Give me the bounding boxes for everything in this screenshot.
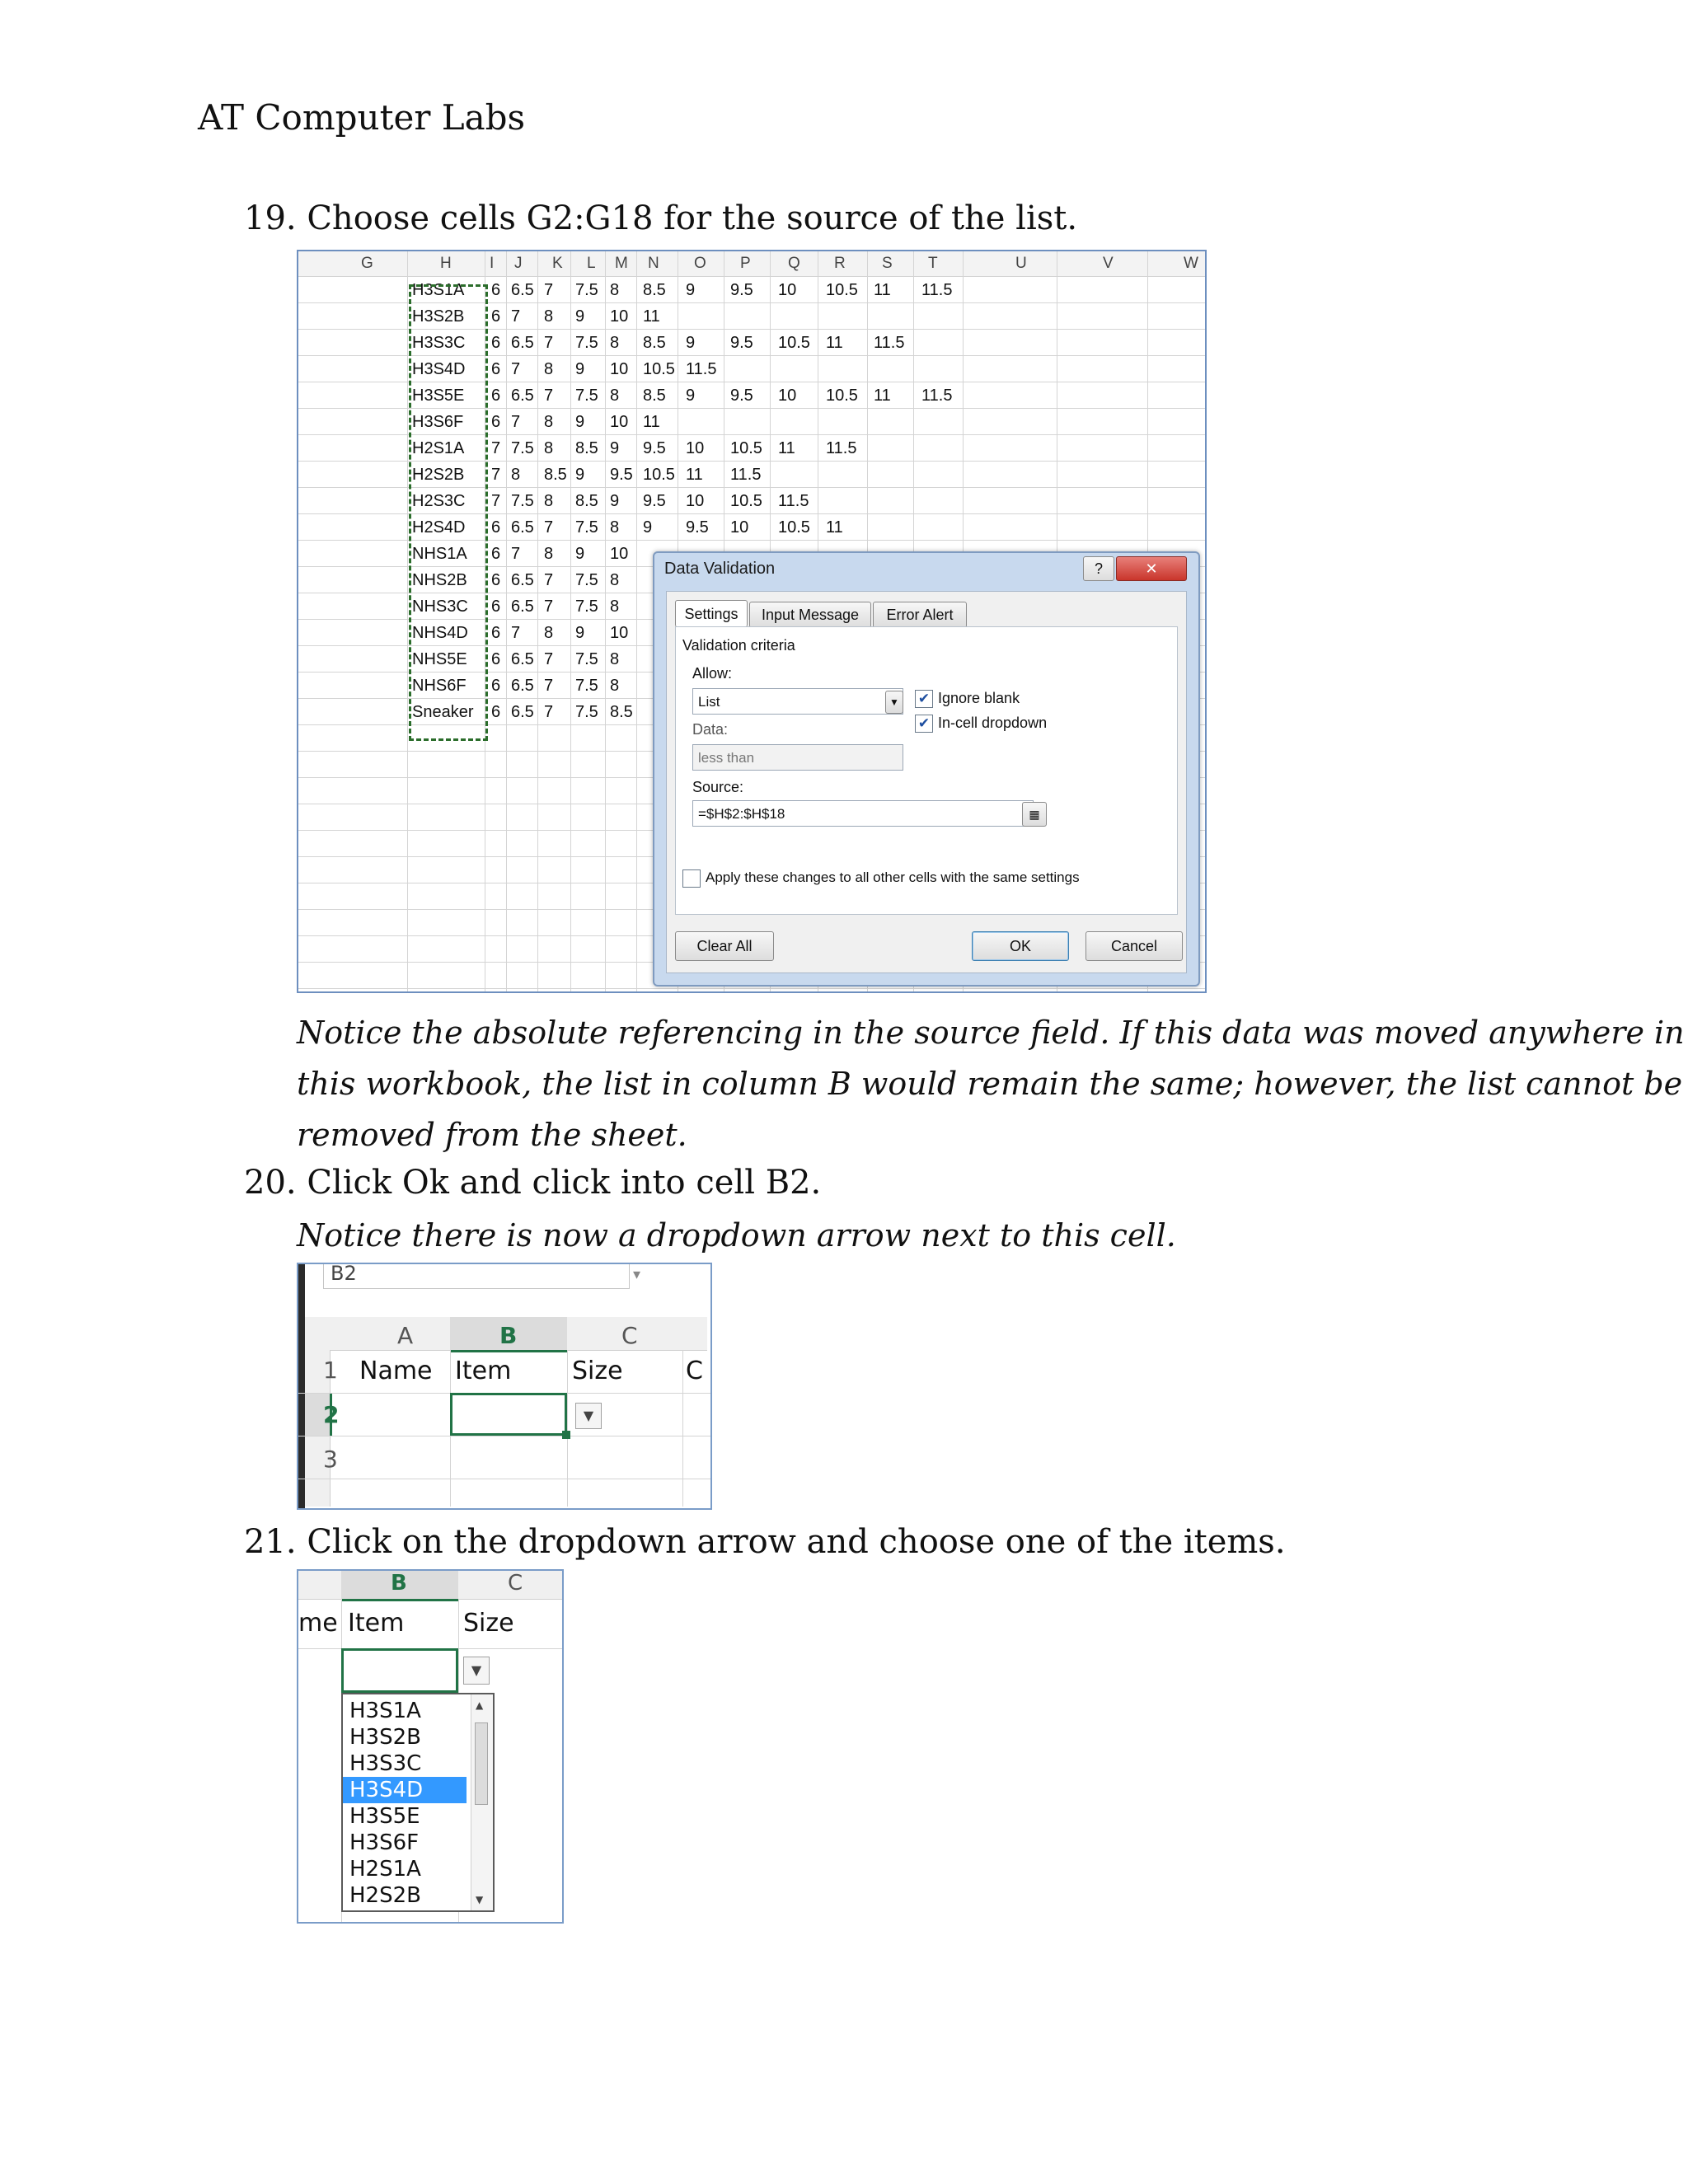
- cell-size-value[interactable]: 11: [778, 439, 795, 457]
- source-label: Source:: [692, 779, 744, 795]
- grid-line: [537, 251, 538, 991]
- cell-size-value[interactable]: 11: [874, 281, 891, 299]
- window-edge: [298, 1264, 305, 1508]
- note-19-line-2: this workbook, the list in column B would remain the same; however, the list cannot be: [297, 1066, 1683, 1102]
- cell-size-value[interactable]: 9: [575, 545, 585, 563]
- grid-line: [1205, 251, 1206, 991]
- dropdown-item[interactable]: H3S6F: [349, 1830, 420, 1855]
- col-header-b[interactable]: B: [499, 1322, 518, 1349]
- cell-size-value[interactable]: 6.5: [511, 281, 534, 299]
- cell-size-value[interactable]: 9: [575, 466, 585, 484]
- cell-size-value[interactable]: 9: [610, 439, 620, 457]
- allow-label: Allow:: [692, 665, 733, 682]
- cell-size-value[interactable]: 8: [544, 545, 554, 563]
- cell-item-name[interactable]: NHS5E: [412, 650, 467, 668]
- row-header-2[interactable]: 2: [323, 1401, 340, 1428]
- cell-size-value[interactable]: 6: [491, 650, 501, 668]
- cell-c1-size[interactable]: Size: [463, 1609, 514, 1638]
- col-header-c[interactable]: C: [621, 1322, 638, 1349]
- cell-item-name[interactable]: NHS1A: [412, 545, 467, 563]
- cell-size-value[interactable]: 8: [610, 650, 620, 668]
- col-header-i[interactable]: I: [490, 255, 495, 272]
- cell-size-value[interactable]: 9: [575, 307, 585, 326]
- cell-size-value[interactable]: 7: [544, 334, 554, 352]
- cell-size-value[interactable]: 10: [610, 360, 629, 378]
- cell-size-value[interactable]: 11: [643, 413, 660, 431]
- ok-button[interactable]: OK: [972, 931, 1069, 961]
- cell-size-value[interactable]: 7: [491, 492, 501, 510]
- cell-size-value[interactable]: 11.5: [921, 281, 953, 299]
- cell-size-value[interactable]: 10.5: [778, 518, 810, 537]
- tab-error-alert[interactable]: Error Alert: [873, 602, 967, 628]
- fill-handle[interactable]: [562, 1431, 570, 1439]
- col-header-n[interactable]: N: [648, 255, 659, 272]
- cell-item-name[interactable]: H2S4D: [412, 518, 466, 537]
- tab-input-message[interactable]: Input Message: [749, 602, 871, 628]
- cell-size-value[interactable]: 6: [491, 387, 501, 405]
- cell-size-value[interactable]: 8: [610, 518, 620, 537]
- col-header-r[interactable]: R: [834, 255, 846, 272]
- col-header-p[interactable]: P: [740, 255, 751, 272]
- cell-item-name[interactable]: H2S3C: [412, 492, 466, 510]
- grid-line: [298, 276, 1205, 277]
- scroll-down-icon[interactable]: ▼: [476, 1894, 484, 1905]
- dropdown-scrollbar[interactable]: [471, 1694, 493, 1910]
- cell-size-value[interactable]: 9: [575, 624, 585, 642]
- cell-size-value[interactable]: 6.5: [511, 677, 534, 695]
- cell-size-value[interactable]: 10: [778, 387, 797, 405]
- cell-size-value[interactable]: 6.5: [511, 387, 534, 405]
- cell-size-value[interactable]: 11.5: [686, 360, 717, 378]
- namebox[interactable]: [323, 1263, 630, 1289]
- grid-line: [570, 251, 571, 991]
- cell-size-value[interactable]: 6.5: [511, 650, 534, 668]
- grid-line: [682, 1350, 683, 1507]
- data-select[interactable]: less than: [692, 744, 903, 771]
- col-header-u[interactable]: U: [1015, 255, 1027, 272]
- dropdown-arrow-icon[interactable]: ▼: [575, 1403, 602, 1429]
- dropdown-item[interactable]: H2S2B: [349, 1883, 421, 1908]
- cell-size-value[interactable]: 7: [511, 545, 521, 563]
- cell-size-value[interactable]: 7: [491, 439, 501, 457]
- cell-size-value[interactable]: 6: [491, 624, 501, 642]
- clear-all-button[interactable]: Clear All: [675, 931, 774, 961]
- cell-size-value[interactable]: 9.5: [730, 334, 753, 352]
- cell-size-value[interactable]: 7: [544, 518, 554, 537]
- col-header-q[interactable]: Q: [788, 255, 800, 272]
- dropdown-item[interactable]: H3S3C: [349, 1751, 422, 1776]
- cell-size-value[interactable]: 8: [610, 281, 620, 299]
- cell-size-value[interactable]: 8: [610, 598, 620, 616]
- cell-size-value[interactable]: 6: [491, 571, 501, 589]
- col-header-t[interactable]: T: [928, 255, 938, 272]
- note-19-line-1: Notice the absolute referencing in the source field. If this data was moved anywhere in: [297, 1015, 1685, 1051]
- cell-size-value[interactable]: 10: [778, 281, 797, 299]
- col-header-s[interactable]: S: [882, 255, 893, 272]
- dialog-body: [666, 591, 1187, 973]
- cell-size-value[interactable]: 10.5: [730, 492, 762, 510]
- cell-size-value[interactable]: 7: [544, 571, 554, 589]
- cell-size-value[interactable]: 9: [643, 518, 653, 537]
- cell-size-value[interactable]: 11: [874, 387, 891, 405]
- document-header: AT Computer Labs: [198, 97, 526, 138]
- cell-size-value[interactable]: 8: [511, 466, 521, 484]
- cell-size-value[interactable]: 8.5: [643, 334, 666, 352]
- apply-all-checkbox[interactable]: [682, 869, 701, 888]
- cell-size-value[interactable]: 6.5: [511, 598, 534, 616]
- dropdown-item-selected[interactable]: H3S4D: [343, 1777, 467, 1803]
- cell-b2-selected[interactable]: [450, 1393, 567, 1436]
- namebox-dropdown-icon[interactable]: ▾: [633, 1266, 641, 1283]
- row-header-3[interactable]: 3: [323, 1446, 338, 1473]
- screenshot-cell-b2: [297, 1263, 712, 1510]
- ignore-blank-checkbox[interactable]: ✔: [915, 690, 933, 708]
- cell-size-value[interactable]: 10: [610, 545, 629, 563]
- col-header-w[interactable]: W: [1184, 255, 1198, 272]
- cell-size-value[interactable]: 8: [544, 413, 554, 431]
- cell-size-value[interactable]: 11.5: [778, 492, 809, 510]
- cell-size-value[interactable]: 10.5: [826, 281, 858, 299]
- cell-size-value[interactable]: 6: [491, 281, 501, 299]
- cell-size-value[interactable]: 10.5: [778, 334, 810, 352]
- cell-size-value[interactable]: 7.5: [575, 387, 598, 405]
- cell-size-value[interactable]: 7.5: [575, 598, 598, 616]
- column-header-row: [298, 251, 1205, 277]
- col-header-c3[interactable]: C: [508, 1571, 523, 1596]
- col-header-h[interactable]: H: [440, 255, 452, 272]
- cancel-button[interactable]: Cancel: [1085, 931, 1183, 961]
- col-header-k[interactable]: K: [552, 255, 563, 272]
- note-20: Notice there is now a dropdown arrow next to this cell.: [297, 1217, 1176, 1254]
- cell-b1-item[interactable]: Item: [348, 1609, 405, 1638]
- col-header-l[interactable]: L: [587, 255, 596, 272]
- screenshot-data-validation: [297, 250, 1207, 993]
- scroll-up-icon[interactable]: ▲: [476, 1699, 484, 1711]
- cell-size-value[interactable]: 6.5: [511, 334, 534, 352]
- scrollbar-thumb[interactable]: [475, 1722, 488, 1805]
- screenshot-dropdown-list: [297, 1569, 564, 1924]
- cell-size-value[interactable]: 9.5: [643, 492, 666, 510]
- cell-size-value[interactable]: 6.5: [511, 571, 534, 589]
- row-header-1[interactable]: 1: [323, 1357, 338, 1384]
- cell-size-value[interactable]: 10: [610, 413, 629, 431]
- dialog-title: Data Validation: [664, 560, 776, 578]
- col-header-a[interactable]: A: [397, 1322, 414, 1349]
- cell-item-name[interactable]: Sneaker: [412, 703, 474, 721]
- cell-d1[interactable]: C: [686, 1357, 703, 1385]
- cell-size-value[interactable]: 10: [730, 518, 749, 537]
- cell-size-value[interactable]: 9: [686, 334, 696, 352]
- cell-size-value[interactable]: 6: [491, 518, 501, 537]
- grid-line: [298, 988, 1205, 989]
- cell-size-value[interactable]: 7: [544, 281, 554, 299]
- data-label: Data:: [692, 721, 729, 738]
- allow-dropdown-arrow-icon[interactable]: ▼: [885, 691, 903, 714]
- cell-size-value[interactable]: 7: [511, 413, 521, 431]
- col-header-j[interactable]: J: [514, 255, 523, 272]
- cell-size-value[interactable]: 8: [544, 439, 554, 457]
- cell-size-value[interactable]: 10: [686, 439, 705, 457]
- cell-size-value[interactable]: 7.5: [575, 518, 598, 537]
- cell-size-value[interactable]: 10.5: [730, 439, 762, 457]
- cell-size-value[interactable]: 8: [544, 307, 554, 326]
- cell-size-value[interactable]: 8: [544, 624, 554, 642]
- cell-item-name[interactable]: H3S5E: [412, 387, 465, 405]
- dropdown-list[interactable]: [341, 1693, 495, 1912]
- cell-size-value[interactable]: 8.5: [610, 703, 633, 721]
- cell-size-value[interactable]: 11: [643, 307, 660, 326]
- cell-size-value[interactable]: 11.5: [921, 387, 953, 405]
- cell-size-value[interactable]: 7: [491, 466, 501, 484]
- cell-size-value[interactable]: 7.5: [575, 650, 598, 668]
- cell-size-value[interactable]: 8: [610, 677, 620, 695]
- cell-size-value[interactable]: 8.5: [575, 492, 598, 510]
- cell-size-value[interactable]: 10.5: [643, 360, 675, 378]
- cell-size-value[interactable]: 8: [610, 334, 620, 352]
- settings-panel: [675, 626, 1178, 915]
- cell-size-value[interactable]: 11.5: [730, 466, 762, 484]
- range-selector-icon[interactable]: ▦: [1022, 802, 1047, 827]
- cell-size-value[interactable]: 7.5: [511, 492, 534, 510]
- cell-size-value[interactable]: 7: [544, 598, 554, 616]
- cell-size-value[interactable]: 8.5: [575, 439, 598, 457]
- data-validation-dialog: [653, 551, 1200, 987]
- cell-size-value[interactable]: 7.5: [511, 439, 534, 457]
- cell-size-value[interactable]: 6: [491, 360, 501, 378]
- cell-size-value[interactable]: 11: [826, 334, 843, 352]
- grid-line: [636, 251, 637, 991]
- cell-item-name[interactable]: H2S2B: [412, 466, 465, 484]
- cell-size-value[interactable]: 8: [544, 360, 554, 378]
- grid-line: [605, 251, 606, 991]
- dropdown-item[interactable]: H3S2B: [349, 1725, 421, 1750]
- cell-c1[interactable]: Size: [572, 1357, 623, 1385]
- cell-size-value[interactable]: 10.5: [826, 387, 858, 405]
- cell-size-value[interactable]: 11: [826, 518, 843, 537]
- cell-size-value[interactable]: 11: [686, 466, 703, 484]
- cell-item-name[interactable]: NHS3C: [412, 598, 468, 616]
- cell-item-name[interactable]: H3S6F: [412, 413, 464, 431]
- cell-size-value[interactable]: 6: [491, 545, 501, 563]
- cell-size-value[interactable]: 8.5: [643, 387, 666, 405]
- cell-item-name[interactable]: NHS2B: [412, 571, 467, 589]
- cell-size-value[interactable]: 6: [491, 413, 501, 431]
- cell-item-name[interactable]: H3S3C: [412, 334, 466, 352]
- step-19: 19. Choose cells G2:G18 for the source of the list.: [244, 199, 1078, 237]
- cell-size-value[interactable]: 6.5: [511, 518, 534, 537]
- allow-select[interactable]: List: [692, 688, 903, 715]
- cell-size-value[interactable]: 10.5: [643, 466, 675, 484]
- cell-item-name[interactable]: H3S2B: [412, 307, 465, 326]
- cell-item-name[interactable]: NHS6F: [412, 677, 467, 695]
- cell-size-value[interactable]: 6: [491, 598, 501, 616]
- cell-size-value[interactable]: 7.5: [575, 334, 598, 352]
- cell-item-name[interactable]: NHS4D: [412, 624, 468, 642]
- cell-size-value[interactable]: 8: [544, 492, 554, 510]
- grid-line: [567, 1350, 568, 1507]
- cell-size-value[interactable]: 7.5: [575, 677, 598, 695]
- cell-size-value[interactable]: 10: [610, 307, 629, 326]
- cell-size-value[interactable]: 7: [544, 387, 554, 405]
- cell-size-value[interactable]: 6: [491, 677, 501, 695]
- close-button[interactable]: ✕: [1116, 556, 1187, 581]
- cell-size-value[interactable]: 6: [491, 307, 501, 326]
- cell-size-value[interactable]: 9.5: [610, 466, 633, 484]
- cell-size-value[interactable]: 6: [491, 334, 501, 352]
- apply-all-label: Apply these changes to all other cells with the same settings: [706, 869, 1080, 885]
- cell-size-value[interactable]: 7: [544, 703, 554, 721]
- col-header-v[interactable]: V: [1103, 255, 1114, 272]
- ignore-blank-label: Ignore blank: [938, 690, 1020, 706]
- cell-size-value[interactable]: 11.5: [826, 439, 857, 457]
- cell-size-value[interactable]: 9: [686, 387, 696, 405]
- incell-dropdown-label: In-cell dropdown: [938, 715, 1048, 731]
- cell-size-value[interactable]: 7: [511, 307, 521, 326]
- cell-size-value[interactable]: 8: [610, 571, 620, 589]
- dropdown-item[interactable]: H3S5E: [349, 1804, 420, 1829]
- col-header-b3[interactable]: B: [391, 1571, 407, 1596]
- cell-b2-selected[interactable]: [341, 1648, 458, 1693]
- cell-size-value[interactable]: 7.5: [575, 703, 598, 721]
- incell-dropdown-checkbox[interactable]: ✔: [915, 715, 933, 733]
- cell-size-value[interactable]: 11.5: [874, 334, 905, 352]
- cell-size-value[interactable]: 10: [686, 492, 705, 510]
- grid-line: [407, 251, 408, 991]
- cell-a1[interactable]: Name: [359, 1357, 433, 1385]
- cell-size-value[interactable]: 9: [610, 492, 620, 510]
- selection-marquee: [409, 284, 488, 741]
- cell-size-value[interactable]: 7: [511, 624, 521, 642]
- dropdown-item[interactable]: H2S1A: [349, 1857, 421, 1882]
- validation-criteria-label: Validation criteria: [682, 637, 795, 654]
- dropdown-arrow-icon[interactable]: ▼: [463, 1657, 490, 1685]
- cell-size-value[interactable]: 9: [686, 281, 696, 299]
- cell-b1[interactable]: Item: [455, 1357, 512, 1385]
- cell-size-value[interactable]: 8.5: [643, 281, 666, 299]
- cell-size-value[interactable]: 9.5: [686, 518, 709, 537]
- cell-size-value[interactable]: 6.5: [511, 703, 534, 721]
- cell-size-value[interactable]: 8: [610, 387, 620, 405]
- tab-settings[interactable]: Settings: [675, 600, 748, 627]
- cell-size-value[interactable]: 9.5: [730, 387, 753, 405]
- col-header-g[interactable]: G: [361, 255, 373, 272]
- cell-a1-partial[interactable]: me: [298, 1609, 338, 1638]
- note-19-line-3: removed from the sheet.: [297, 1117, 687, 1153]
- cell-size-value[interactable]: 7: [544, 677, 554, 695]
- cell-size-value[interactable]: 9.5: [643, 439, 666, 457]
- col-header-o[interactable]: O: [694, 255, 706, 272]
- cell-size-value[interactable]: 7: [544, 650, 554, 668]
- cell-size-value[interactable]: 9: [575, 360, 585, 378]
- cell-size-value[interactable]: 7.5: [575, 571, 598, 589]
- cell-item-name[interactable]: H2S1A: [412, 439, 465, 457]
- namebox-value: B2: [331, 1263, 357, 1285]
- step-21: 21. Click on the dropdown arrow and choose one of the items.: [244, 1523, 1286, 1561]
- cell-size-value[interactable]: 10: [610, 624, 629, 642]
- help-button[interactable]: ?: [1083, 556, 1114, 581]
- step-20: 20. Click Ok and click into cell B2.: [244, 1164, 822, 1202]
- cell-size-value[interactable]: 9.5: [730, 281, 753, 299]
- cell-size-value[interactable]: 6: [491, 703, 501, 721]
- cell-size-value[interactable]: 8.5: [544, 466, 567, 484]
- col-header-m[interactable]: M: [615, 255, 628, 272]
- source-input[interactable]: =$H$2:$H$18: [692, 800, 1034, 827]
- cell-item-name[interactable]: H3S1A: [412, 281, 465, 299]
- cell-size-value[interactable]: 9: [575, 413, 585, 431]
- cell-size-value[interactable]: 7: [511, 360, 521, 378]
- dropdown-item[interactable]: H3S1A: [349, 1699, 421, 1723]
- cell-item-name[interactable]: H3S4D: [412, 360, 466, 378]
- grid-line: [506, 251, 507, 991]
- cell-size-value[interactable]: 7.5: [575, 281, 598, 299]
